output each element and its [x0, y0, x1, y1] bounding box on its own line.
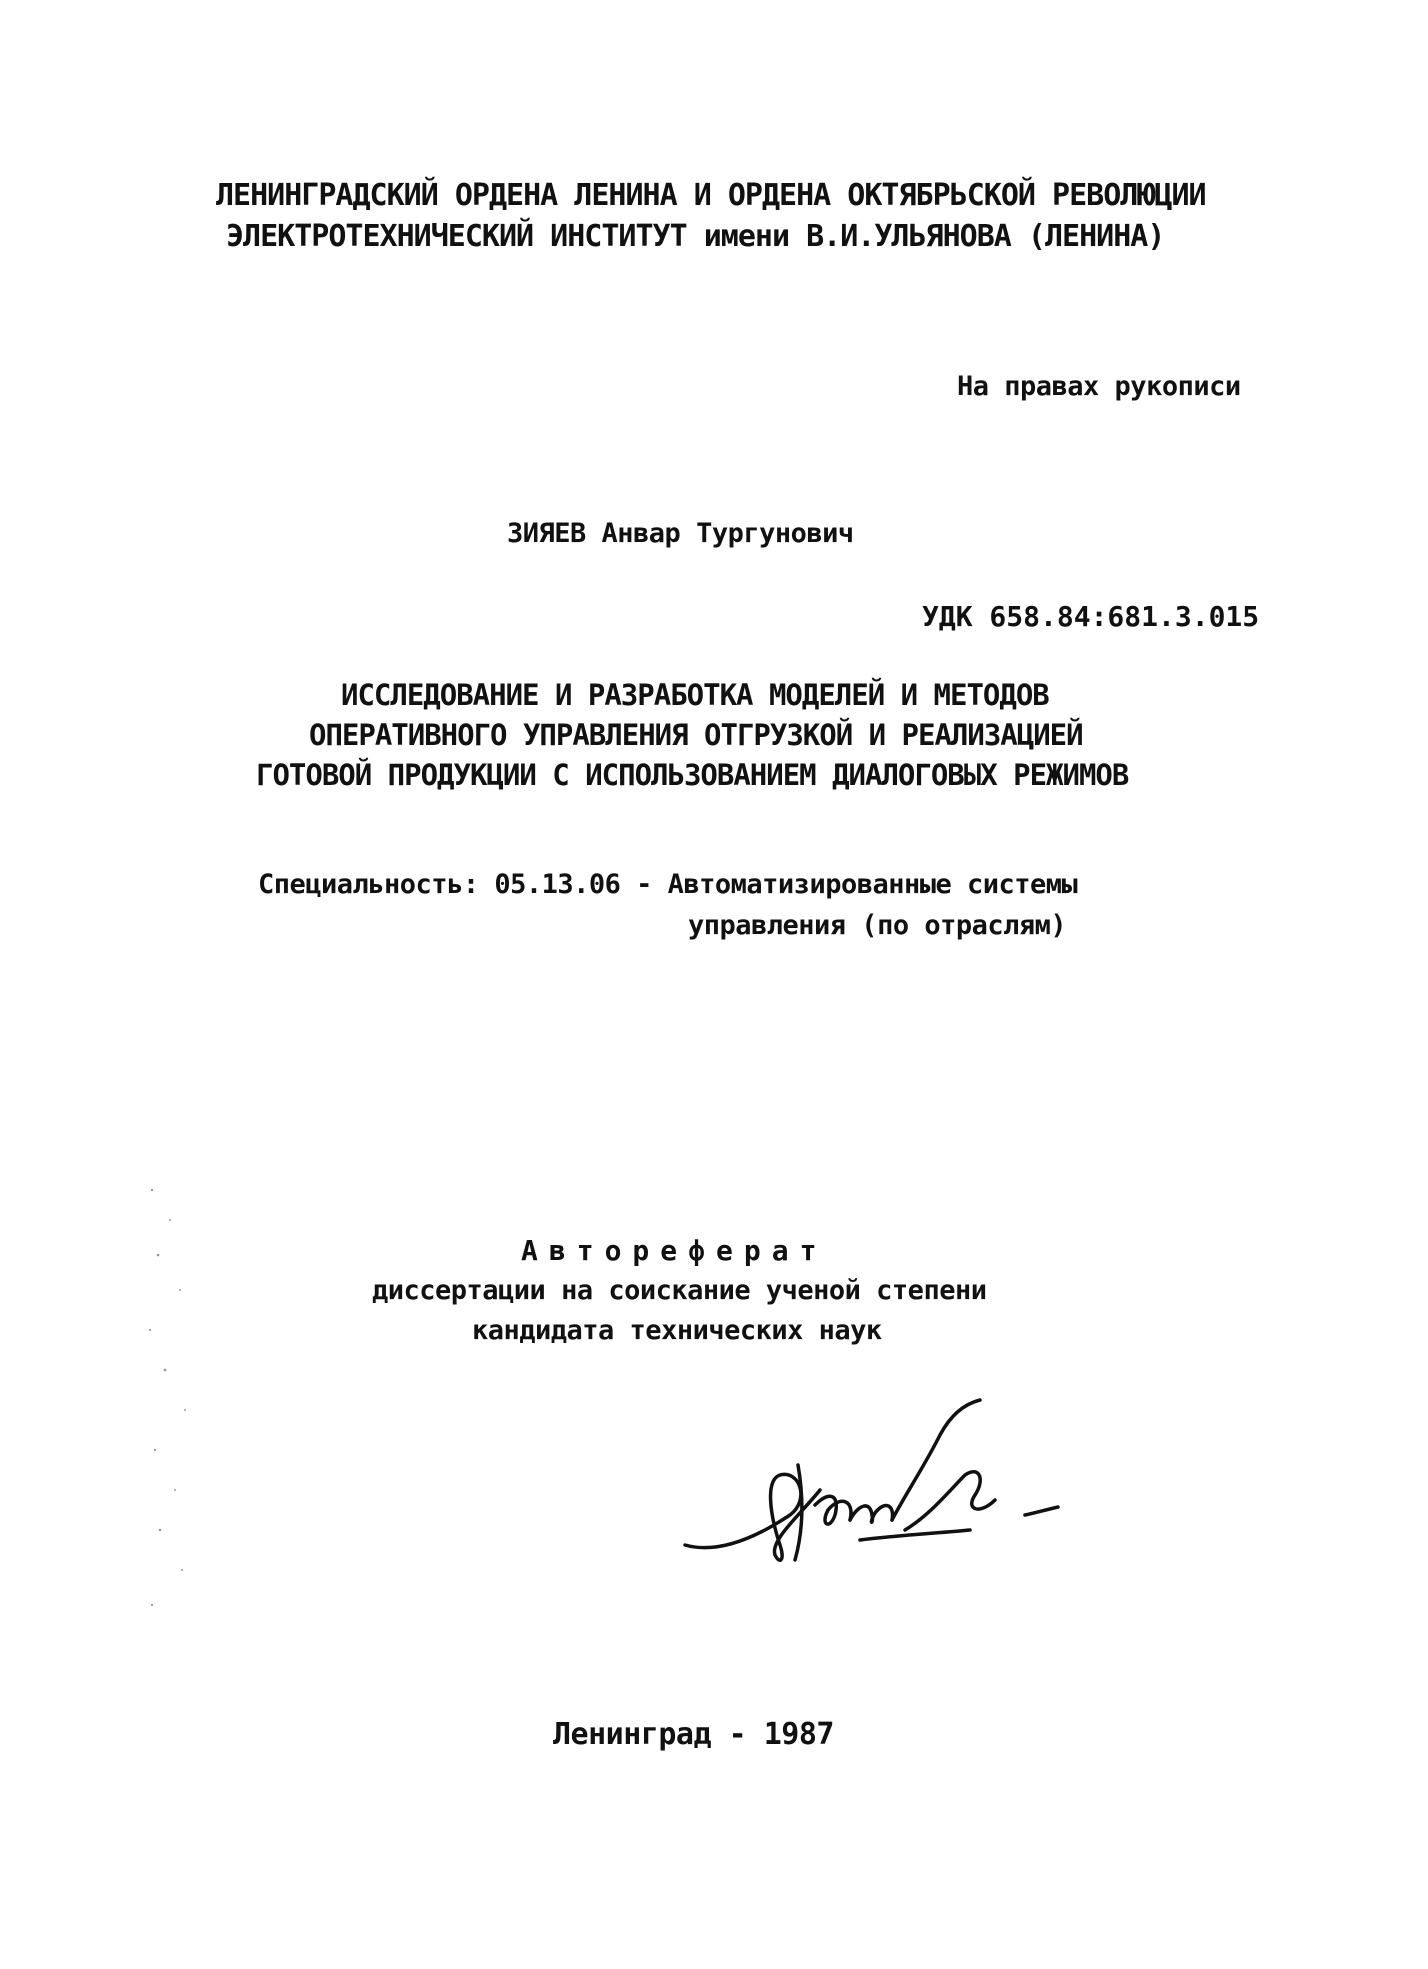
author-name: ЗИЯЕВ Анвар Тургунович [507, 518, 854, 549]
rights-note: На правах рукописи [957, 371, 1241, 402]
udk-code: УДК 658.84:681.3.015 [922, 600, 1260, 633]
specialty-line-2: управления (по отраслям) [688, 910, 1067, 941]
institution-line-2: ЭЛЕКТРОТЕХНИЧЕСКИЙ ИНСТИТУТ имени В.И.УЛЬЯНОВА (ЛЕНИНА) [226, 219, 1165, 254]
place-and-year: Ленинград - 1987 [553, 1717, 834, 1752]
author-signature [680, 1395, 1080, 1575]
title-line-3: ГОТОВОЙ ПРОДУКЦИИ С ИСПОЛЬЗОВАНИЕМ ДИАЛОГОВЫХ РЕЖИМОВ [256, 758, 1129, 792]
specialty-line-1: Специальность: 05.13.06 - Автоматизированные системы [258, 869, 1078, 900]
title-line-1: ИССЛЕДОВАНИЕ И РАЗРАБОТКА МОДЕЛЕЙ И МЕТОДОВ [341, 678, 1049, 712]
degree-line-2: кандидата технических наук [472, 1315, 882, 1346]
scan-speckles [140, 1180, 200, 1620]
institution-line-1: ЛЕНИНГРАДСКИЙ ОРДЕНА ЛЕНИНА И ОРДЕНА ОКТЯБРЬСКОЙ РЕВОЛЮЦИИ [216, 178, 1206, 213]
degree-line-1: диссертации на соискание ученой степени [372, 1275, 987, 1306]
title-line-2: ОПЕРАТИВНОГО УПРАВЛЕНИЯ ОТГРУЗКОЙ И РЕАЛИЗАЦИЕЙ [309, 718, 1083, 752]
document-genre: Автореферат [521, 1234, 828, 1267]
